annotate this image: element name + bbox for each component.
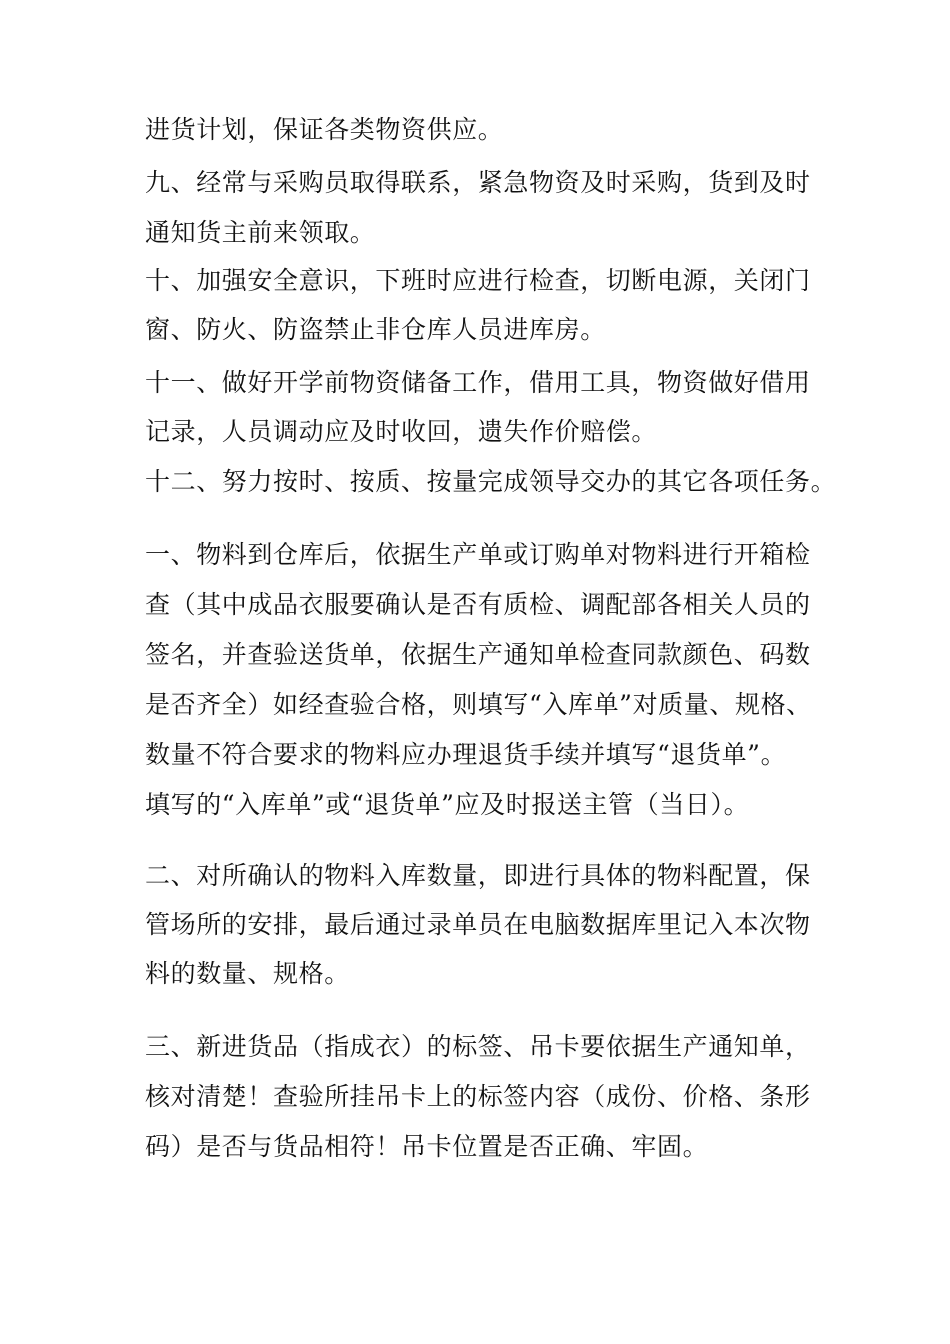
text-line: 通知货主前来领取。 — [145, 218, 376, 247]
text-line: 管场所的安排，最后通过录单员在电脑数据库里记入本次物 — [145, 910, 811, 939]
text-line: 数量不符合要求的物料应办理退货手续并填写“退货单”。 — [145, 740, 787, 769]
text-line: 查（其中成品衣服要确认是否有质检、调配部各相关人员的 — [145, 590, 811, 619]
text-line: 窗、防火、防盗禁止非仓库人员进库房。 — [145, 315, 606, 344]
text-line: 二、对所确认的物料入库数量，即进行具体的物料配置，保 — [145, 861, 811, 890]
text-line: 记录，人员调动应及时收回，遗失作价赔偿。 — [145, 417, 658, 446]
text-line: 核对清楚！查验所挂吊卡上的标签内容（成份、价格、条形 — [145, 1082, 811, 1111]
text-line: 签名，并查验送货单，依据生产通知单检查同款颜色、码数 — [145, 640, 811, 669]
text-line: 三、新进货品（指成衣）的标签、吊卡要依据生产通知单， — [145, 1032, 811, 1061]
text-line: 十、加强安全意识，下班时应进行检查，切断电源，关闭门 — [145, 266, 811, 295]
text-line: 料的数量、规格。 — [145, 959, 350, 988]
text-line: 进货计划，保证各类物资供应。 — [145, 115, 504, 144]
text-line: 九、经常与采购员取得联系，紧急物资及时采购，货到及时 — [145, 168, 811, 197]
text-line: 十二、努力按时、按质、按量完成领导交办的其它各项任务。 — [145, 467, 837, 496]
text-line: 一、物料到仓库后，依据生产单或订购单对物料进行开箱检 — [145, 540, 811, 569]
text-line: 码）是否与货品相符！吊卡位置是否正确、牢固。 — [145, 1132, 709, 1161]
text-line: 填写的“入库单”或“退货单”应及时报送主管（当日）。 — [145, 790, 750, 819]
text-line: 十一、做好开学前物资储备工作，借用工具，物资做好借用 — [145, 368, 811, 397]
text-line: 是否齐全）如经查验合格，则填写“入库单”对质量、规格、 — [145, 690, 812, 719]
